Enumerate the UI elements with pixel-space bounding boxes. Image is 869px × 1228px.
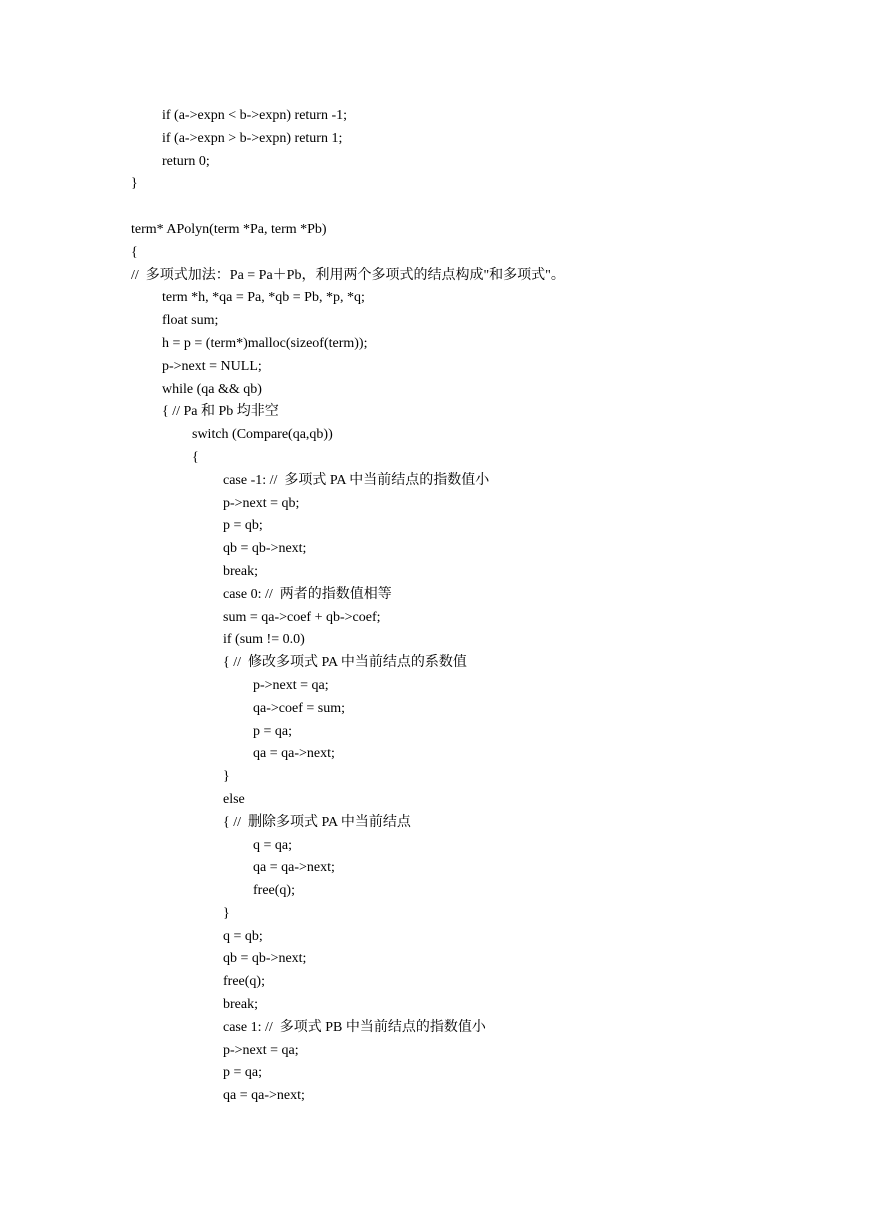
code-line: sum = qa->coef + qb->coef; (223, 609, 381, 625)
code-line: qb = qb->next; (223, 541, 307, 557)
code-line: p->next = qa; (253, 677, 329, 693)
code-line (131, 196, 831, 219)
code-line: qb = qb->next; (223, 951, 307, 967)
code-line: p = qa; (223, 1065, 262, 1081)
code-line: { // Pa 和 Pb 均非空 (162, 404, 279, 420)
code-line: p->next = NULL; (162, 358, 262, 374)
code-line: p = qa; (253, 723, 292, 739)
code-line: } (223, 905, 230, 921)
code-line: h = p = (term*)malloc(sizeof(term)); (162, 335, 368, 351)
code-line: p->next = qa; (223, 1042, 299, 1058)
code-line: qa = qa->next; (223, 1088, 305, 1104)
code-line: while (qa && qb) (162, 381, 262, 397)
code-line: { (131, 244, 138, 260)
code-line: free(q); (223, 974, 265, 990)
code-line: return 0; (162, 153, 210, 169)
code-line: if (a->expn < b->expn) return -1; (162, 108, 348, 123)
code-line: { // 删除多项式 PA 中当前结点 (223, 814, 411, 830)
code-line: break; (223, 997, 258, 1013)
code-line: free(q); (253, 883, 295, 899)
code-line: p = qb; (223, 518, 263, 534)
code-line: qa->coef = sum; (253, 700, 345, 716)
code-line: if (a->expn > b->expn) return 1; (162, 130, 343, 146)
code-line: } (223, 769, 230, 785)
code-line: float sum; (162, 313, 219, 329)
code-comment-line: // 多项式加法：Pa = Pa＋Pb，利用两个多项式的结点构成"和多项式"。 (131, 267, 565, 283)
code-line: { // 修改多项式 PA 中当前结点的系数值 (223, 655, 467, 671)
code-line: q = qb; (223, 928, 263, 944)
code-listing (131, 105, 831, 1108)
code-line: { (192, 449, 199, 465)
code-line: qa = qa->next; (253, 746, 335, 762)
code-line: } (131, 176, 138, 192)
code-line: term *h, *qa = Pa, *qb = Pb, *p, *q; (162, 290, 365, 306)
code-line: term* APolyn(term *Pa, term *Pb) (131, 221, 327, 237)
code-line: if (sum != 0.0) (223, 632, 305, 648)
code-line: break; (223, 563, 258, 579)
code-line: p->next = qb; (223, 495, 300, 511)
code-line: case -1: // 多项式 PA 中当前结点的指数值小 (223, 472, 490, 488)
code-line: q = qa; (253, 837, 292, 853)
code-line: switch (Compare(qa,qb)) (192, 427, 333, 443)
code-line: qa = qa->next; (253, 860, 335, 876)
code-line: else (223, 791, 245, 807)
code-line: case 0: // 两者的指数值相等 (223, 586, 392, 602)
code-line: case 1: // 多项式 PB 中当前结点的指数值小 (223, 1019, 486, 1035)
